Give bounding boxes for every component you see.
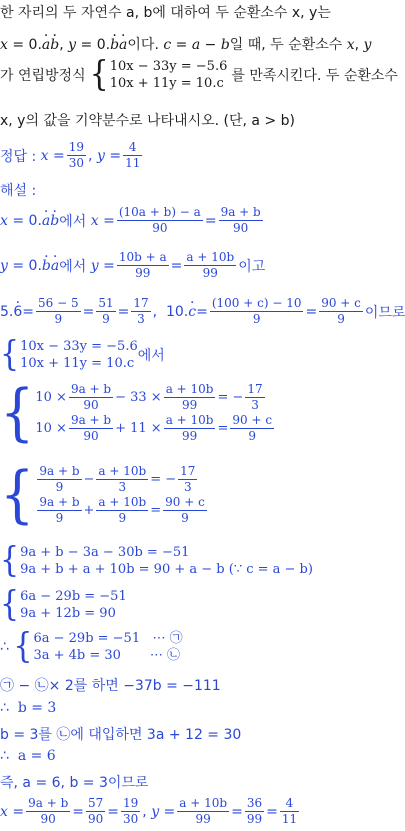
problem-l3-prefix: 가 연립방정식 (0, 68, 86, 84)
solution-label: 해설 : (0, 183, 37, 199)
solution-step-substitute: b = 3를 ㉡에 대입하면 3a + 12 = 30 (0, 727, 242, 743)
solution-system-e: { 6a − 29b = −51 9a + 12b = 90 (0, 584, 127, 625)
solution-step-eliminate: ㉠ − ㉡× 2를 하면 −37b = −111 (0, 678, 221, 694)
solution-step-a: ∴ a = 6 (0, 748, 56, 764)
solution-step-b: ∴ b = 3 (0, 700, 57, 716)
problem-line-1: 한 자리의 두 자연수 a, b에 대하여 두 순환소수 x, y는 (0, 5, 331, 21)
solution-system-d: { 9a + b − 3a − 30b = −51 9a + b + a + 10b = 90 + a − b (∵ c = a − b) (0, 540, 313, 581)
solution-step-decimals: 5. · 6 = $\frac{56 - 5}{9}$ = $\frac{51}{9}$ = $\frac{17}{3}$ , 10. · c = $\frac{(100 + c) - 10}{9}$ = $\frac{90 + c}{9}$ 이므로 (0, 296, 405, 327)
problem-line-2: x = 0.· a· b, y = 0.· b· a이다. c = a − b일 때, 두 순환소수 x, y (0, 34, 371, 54)
problem-system: { 10x − 33y = −5.6 10x + 11y = 10.c (89, 54, 228, 95)
answer-label: 정답 : (0, 148, 37, 165)
problem-line-3 (0, 54, 398, 95)
problem-line-4: x, y의 값을 기약분수로 나타내시오. (단, a > b) (0, 113, 295, 129)
answer-x-fraction: $\frac{19}{30}$ (68, 140, 85, 170)
solution-step-x: x = 0. · a · b 에서 x = $\frac{(10a + b) - a}{90}$ = $\frac{9a + b}{90}$ (0, 205, 265, 236)
solution-system-c: { $\frac{9a + b}{9}$ − $\frac{a + 10b}{3}$ = − $\frac{17}{3}$ $\frac{9a + b}{9}$ + $\frac{a + 10b}{9}$ = $\frac{90 + c}{9}$ (0, 458, 205, 531)
solution-step-y: y = 0. · b · a 에서 y = $\frac{10b + a}{99}$ = $\frac{a + 10b}{99}$ 이고 (0, 250, 265, 281)
solution-system-a: { 10x − 33y = −5.6 10x + 11y = 10.c 에서 (0, 334, 165, 375)
answer-y-fraction: $\frac{4}{11}$ (125, 140, 141, 170)
problem-system-row1: 10x − 33y = −5.6 (109, 59, 228, 74)
answer-line: 정답 : x = $\frac{19}{30}$ , y = $\frac{4}{11}$ (0, 140, 141, 170)
solution-final: x = $\frac{9a + b}{90}$ = $\frac{57}{90}$ = $\frac{19}{30}$ , y = $\frac{a + 10b}{99}$ = $\frac{36}{99}$ = $\frac{4}{11}$ (0, 796, 298, 826)
solution-system-f: ∴ { 6a − 29b = −51 ⋯ ㉠ 3a + 4b = 30 ⋯ ㉡ (0, 626, 183, 667)
solution-step-conclude: 즉, a = 6, b = 3이므로 (0, 775, 149, 791)
problem-system-row2: 10x + 11y = 10.c (109, 76, 224, 91)
problem-l3-suffix: 를 만족시킨다. 두 순환소수 (231, 68, 398, 84)
solution-system-b: { 10 × $\frac{9a + b}{90}$ − 33 × $\frac{a + 10b}{99}$ = − $\frac{17}{3}$ 10 × $\frac{9a + b}{90}$ + 11 × $\frac{a + 10b}{99}$ = $\frac{90 + c}{9}$ (0, 376, 273, 449)
